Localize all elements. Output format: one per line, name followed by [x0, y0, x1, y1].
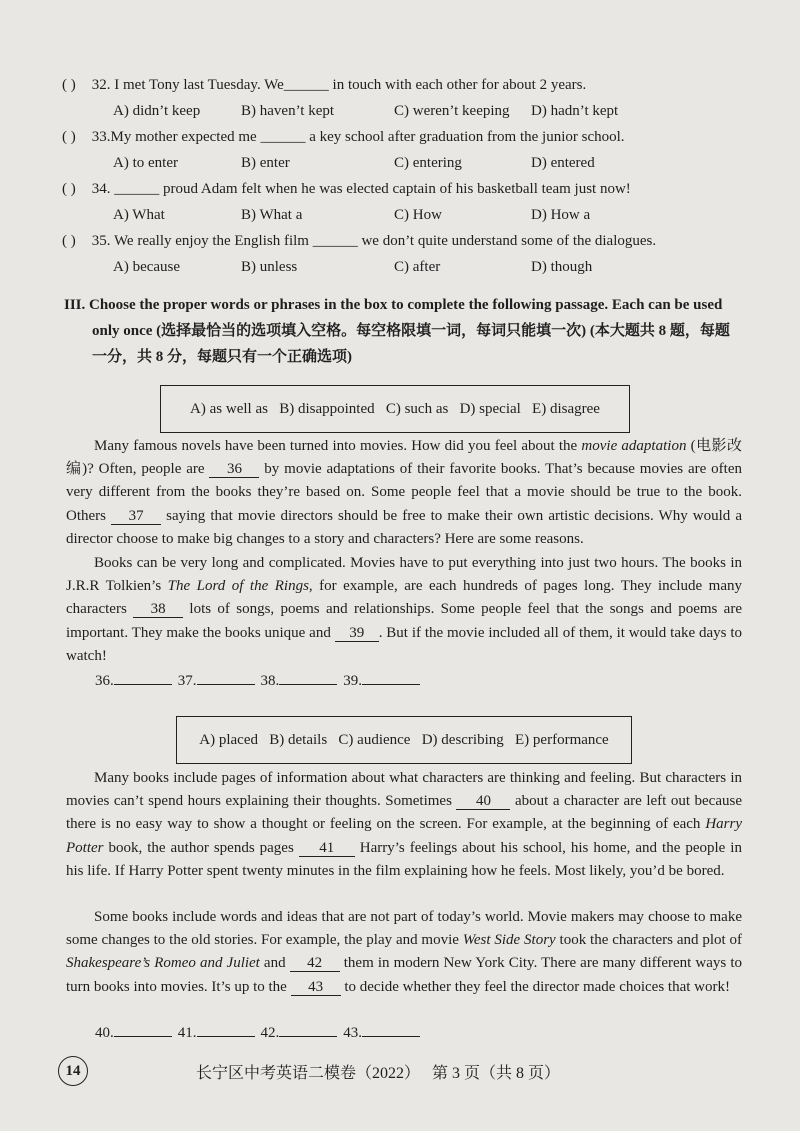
passage-paragraph-4: [66, 906, 742, 999]
word-box-2: [176, 716, 632, 764]
word-box-text: A) placed B) details C) audience D) describing E) performance: [199, 731, 609, 748]
paragraph-text: Books can be very long and complicated. Movies have to put everything into just two hours. The books in J.R.R Tolkien’s: [66, 555, 742, 595]
paragraph-text: (电影改编)? Often, people are: [66, 438, 742, 478]
blank-39[interactable]: 39: [335, 625, 379, 642]
answer-label: 39.: [343, 673, 362, 689]
option-a: A) didn’t keep: [113, 103, 201, 119]
option-b: B) unless: [241, 259, 298, 275]
options-35: [113, 259, 713, 279]
answer-label: 40.: [95, 1025, 114, 1041]
option-b: B) What a: [241, 207, 303, 223]
blank-40[interactable]: 40: [456, 793, 510, 810]
paragraph-text: took the characters and plot of: [555, 932, 742, 949]
italic-term: West Side Story: [462, 932, 556, 949]
option-d: D) How a: [531, 207, 591, 223]
paragraph-text: book, the author spends pages: [103, 839, 299, 856]
section-3-title: [64, 292, 742, 370]
answer-paren[interactable]: ( ): [62, 181, 76, 197]
option-c: C) after: [394, 259, 441, 275]
option-b: B) haven’t kept: [241, 103, 335, 119]
answer-label: 42.: [260, 1025, 280, 1041]
blank-38[interactable]: 38: [133, 601, 183, 618]
answer-blank[interactable]: [197, 670, 255, 685]
answer-label: 38.: [260, 673, 280, 689]
section-title-line: III. Choose the proper words or phrases in the box to complete the following passage. Each can be used: [64, 297, 723, 313]
answer-paren[interactable]: ( ): [62, 233, 76, 249]
paragraph-text: by movie adaptations of their favorite books. That’s because movies are often very different from the books they’re based on. Some people feel that a movie should be true to the book. Others: [66, 461, 742, 524]
answer-blank[interactable]: [279, 670, 337, 685]
paragraph-text: Many books include pages of information about what characters are thinking and feeling. But characters in movies can’t spend hours explaining their thoughts. Sometimes: [66, 770, 742, 810]
answer-blank[interactable]: [197, 1022, 255, 1037]
options-32: [113, 103, 713, 123]
question-33: [62, 129, 625, 146]
paragraph-text: , for example, are each hundreds of pages long. They include many characters: [66, 578, 742, 618]
page-circle-number: 14: [58, 1056, 88, 1086]
answer-blank[interactable]: [279, 1022, 337, 1037]
option-b: B) enter: [241, 155, 290, 171]
page-footer: [0, 1056, 800, 1086]
passage-paragraph-2: [66, 552, 742, 668]
option-a: A) What: [113, 207, 165, 223]
answer-line-36-39: [95, 670, 426, 690]
answer-blank[interactable]: [114, 670, 172, 685]
passage-paragraph-3: [66, 767, 742, 883]
blank-41[interactable]: 41: [299, 840, 355, 857]
answer-blank[interactable]: [362, 670, 420, 685]
blank-36[interactable]: 36: [209, 461, 259, 478]
paragraph-text: Many famous novels have been turned into movies. How did you feel about the: [94, 438, 582, 454]
italic-term: Shakespeare’s Romeo and Juliet: [66, 955, 260, 972]
word-box-text: A) as well as B) disappointed C) such as D) special E) disagree: [190, 400, 600, 417]
option-d: D) though: [531, 259, 593, 275]
section-title-line: 一分，共 8 分，每题只有一个正确选项): [92, 349, 352, 365]
paragraph-text: Harry’s feelings about his school, his home, and the people in his life. If Harry Potter spent twenty minutes in the film explaining how he feels. Most likely, you’d be bored.: [66, 839, 742, 879]
option-c: C) weren’t keeping: [394, 103, 510, 119]
question-stem: 34. ______ proud Adam felt when he was elected captain of his basketball team just now!: [91, 181, 631, 197]
option-c: C) entering: [394, 155, 462, 171]
answer-label: 37.: [177, 673, 197, 689]
option-a: A) to enter: [113, 155, 178, 171]
question-stem: 32. I met Tony last Tuesday. We______ in touch with each other for about 2 years.: [91, 77, 587, 93]
italic-term: Harry Potter: [66, 816, 742, 856]
paragraph-text: them in modern New York City. There are many different ways to turn books into movies. It’s up to the: [66, 955, 742, 995]
option-d: D) hadn’t kept: [531, 103, 619, 119]
answer-paren[interactable]: ( ): [62, 129, 76, 145]
options-33: [113, 155, 713, 175]
answer-paren[interactable]: ( ): [62, 77, 76, 93]
paragraph-text: and: [259, 955, 290, 972]
paragraph-text: . But if the movie included all of them, it would take days to watch!: [66, 624, 742, 664]
answer-blank[interactable]: [362, 1022, 420, 1037]
paragraph-text: saying that movie directors should be free to make their own artistic decisions. Why would a director choose to make big changes to a story and characters? Here are some reasons.: [66, 507, 742, 547]
passage-paragraph-1: [66, 435, 742, 551]
option-a: A) because: [113, 259, 181, 275]
question-35: [62, 233, 656, 250]
paragraph-text: about a character are left out because there is no easy way to show a thought or feeling on the screen. For example, at the beginning of each: [66, 793, 742, 833]
paragraph-text: lots of songs, poems and relationships. Some people feel that the songs and poems are important. They make the books unique and: [66, 601, 742, 641]
question-34: [62, 181, 631, 198]
question-32: [62, 77, 586, 94]
paragraph-text: Some books include words and ideas that are not part of today’s world. Movie makers may choose to make some changes to the old stories. For example, the play and movie: [66, 909, 742, 949]
word-box-1: [160, 385, 630, 433]
option-c: C) How: [394, 207, 442, 223]
footer-text: 长宁区中考英语二模卷（2022） 第 3 页（共 8 页）: [196, 1065, 561, 1082]
answer-label: 41.: [177, 1025, 197, 1041]
answer-label: 43.: [343, 1025, 362, 1041]
option-d: D) entered: [531, 155, 595, 171]
italic-term: The Lord of the Rings: [167, 578, 309, 595]
question-stem: 33.My mother expected me ______ a key school after graduation from the junior school.: [91, 129, 625, 145]
paragraph-text: to decide whether they feel the director made choices that work!: [340, 978, 730, 995]
answer-line-40-43: [95, 1022, 426, 1042]
blank-43[interactable]: 43: [291, 979, 341, 996]
options-34: [113, 207, 713, 227]
section-title-line: only once (选择最恰当的选项填入空格。每空格限填一词，每词只能填一次) (本大题共 8 题，每题: [92, 323, 730, 339]
answer-blank[interactable]: [114, 1022, 172, 1037]
blank-42[interactable]: 42: [290, 955, 340, 972]
italic-term: movie adaptation: [581, 438, 687, 454]
answer-label: 36.: [95, 673, 114, 689]
blank-37[interactable]: 37: [111, 508, 161, 525]
question-stem: 35. We really enjoy the English film ______ we don’t quite understand some of the dialogues.: [91, 233, 657, 249]
